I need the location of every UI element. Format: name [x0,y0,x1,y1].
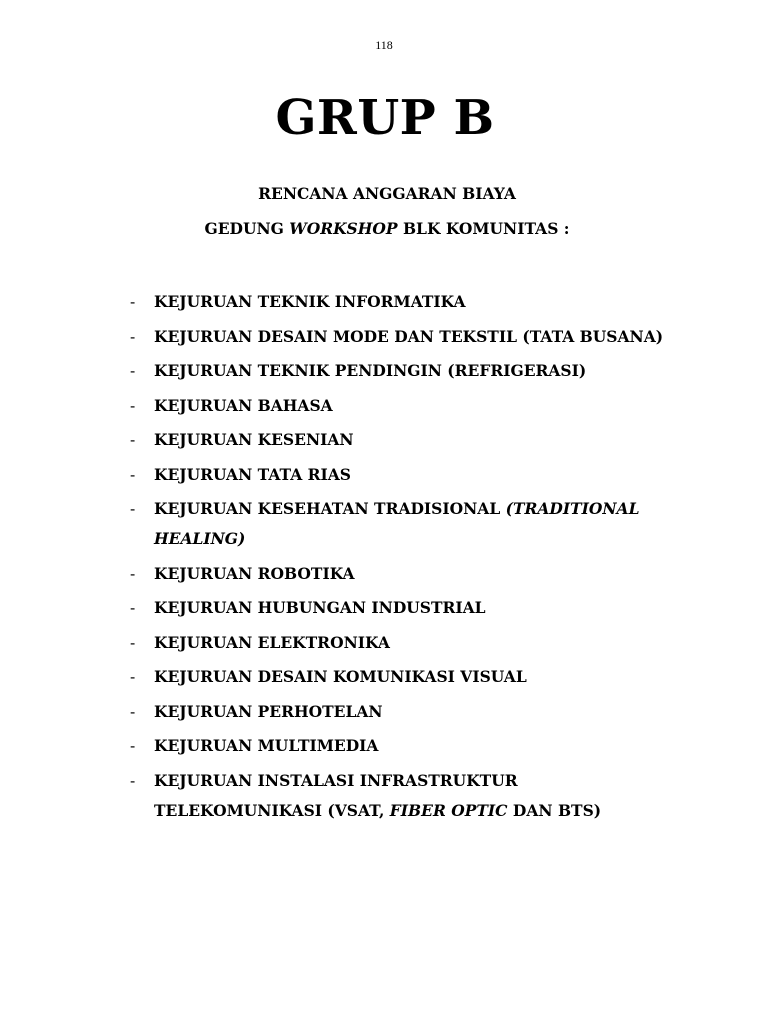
list-item [130,391,690,421]
list-bullet: - [130,668,136,686]
list-bullet: - [130,500,136,518]
list-bullet: - [130,599,136,617]
list-item-text: KEJURUAN TEKNIK INFORMATIKA [154,292,466,311]
subtitle-line-1: RENCANA ANGGARAN BIAYA [258,184,516,203]
list-item [130,731,690,761]
list-item-text: KEJURUAN DESAIN MODE DAN TEKSTIL (TATA BUSANA) [154,326,664,346]
list-item [130,766,690,826]
list-item-italic-text: FIBER OPTIC [389,800,508,820]
subtitle-line-2-prefix: GEDUNG [204,219,290,238]
list-item-text: KEJURUAN KESEHATAN TRADISIONAL [154,499,506,518]
list-item-text: KEJURUAN BAHASA [154,395,333,415]
list-item [130,662,690,692]
list-item-text: KEJURUAN DESAIN KOMUNIKASI VISUAL [154,667,527,686]
list-item [130,697,690,727]
list-item-text: KEJURUAN INSTALASI INFRASTRUKTUR TELEKOMUNIKASI (VSAT, [154,770,518,820]
list-item [130,628,690,658]
subtitle-line-2-italic: WORKSHOP [289,219,398,238]
list-item [130,559,690,589]
list-item-text: KEJURUAN MULTIMEDIA [154,736,379,755]
list-item-italic-text: (TRADITIONAL HEALING) [154,499,640,548]
list-item-text: KEJURUAN HUBUNGAN INDUSTRIAL [154,598,486,617]
list-bullet: - [130,396,136,415]
list-item-text: KEJURUAN KESENIAN [154,430,354,449]
list-item-text: KEJURUAN PERHOTELAN [154,701,383,721]
list-item [130,593,690,623]
list-bullet: - [130,293,136,311]
list-bullet: - [130,737,136,755]
list-bullet: - [130,633,136,652]
list-item-text: KEJURUAN ROBOTIKA [154,563,355,583]
list-item-text: KEJURUAN TATA RIAS [154,464,351,484]
list-bullet: - [130,431,136,449]
page-number: 118 [375,38,393,52]
list-bullet: - [130,465,136,484]
list-item-text: KEJURUAN TEKNIK PENDINGIN (REFRIGERASI) [154,361,587,380]
list-item-text: KEJURUAN ELEKTRONIKA [154,632,390,652]
list-bullet: - [130,702,136,721]
list-item [130,287,690,317]
subtitle-line-2-suffix: BLK KOMUNITAS : [397,219,570,238]
list-bullet: - [130,564,136,583]
list-bullet: - [130,362,136,380]
list-item [130,460,690,490]
vocational-list [130,287,690,830]
list-item [130,322,690,352]
list-bullet: - [130,771,136,790]
list-bullet: - [130,327,136,346]
list-item [130,356,690,386]
list-item [130,425,690,455]
list-item-suffix-text: DAN BTS) [507,800,602,820]
list-item [130,494,690,554]
subtitle-line-2 [0,219,768,238]
page-title: GRUP B [275,90,495,146]
